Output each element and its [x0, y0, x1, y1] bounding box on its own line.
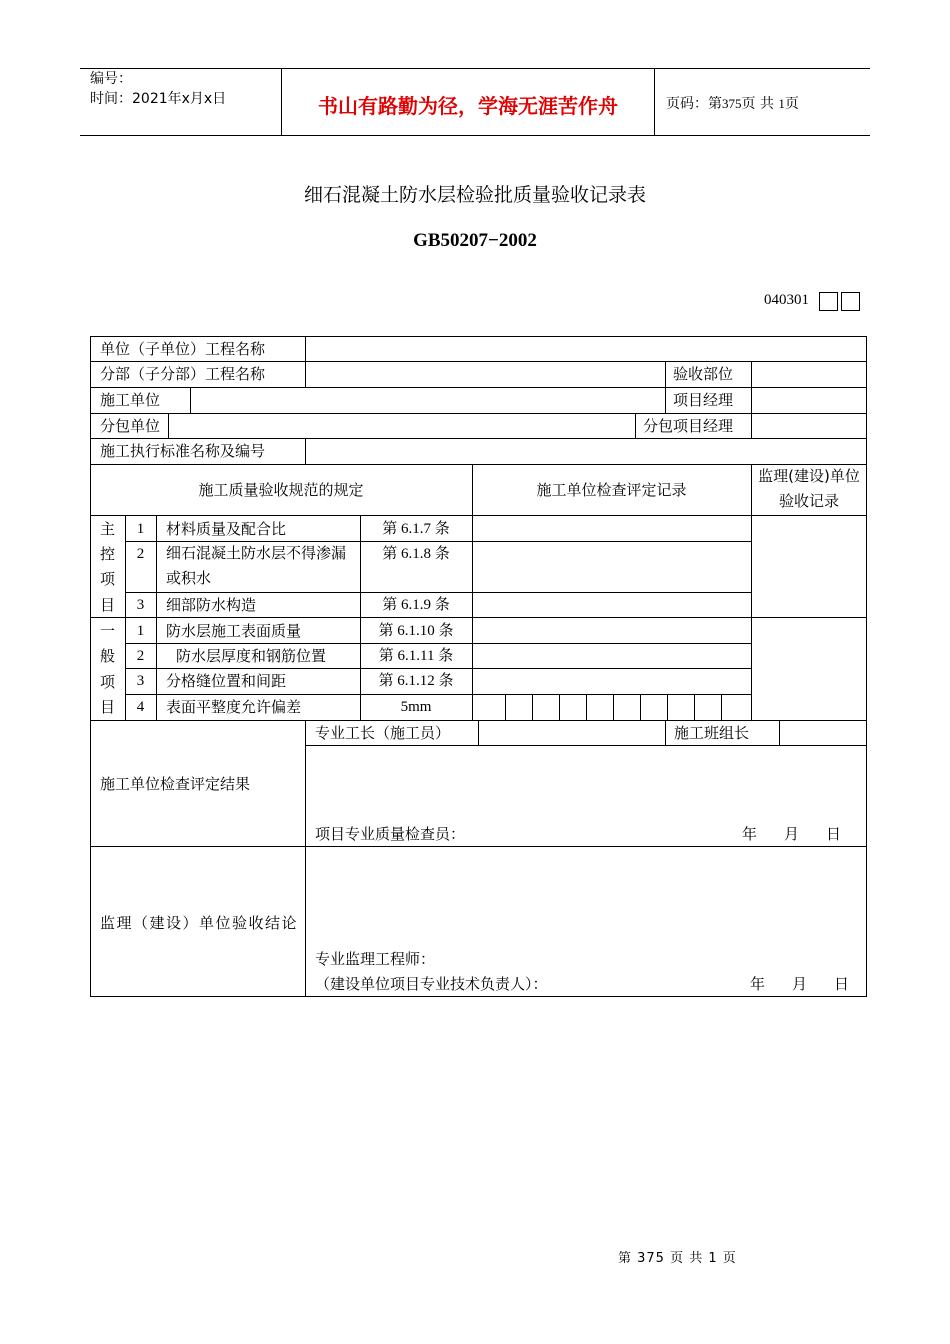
main-group-char-2: 控	[99, 545, 115, 563]
standard-code: GB50207−2002	[413, 230, 537, 251]
supervisor-label: 专业监理工程师：	[315, 950, 436, 968]
form-code-box-2[interactable]	[841, 292, 860, 311]
main-item-no: 2	[136, 546, 145, 562]
col-check-header: 施工单位检查评定记录	[536, 481, 687, 499]
general-item-name: 分格缝位置和间距	[166, 672, 287, 690]
main-item-no: 1	[136, 521, 145, 537]
inspector-year: 年	[742, 825, 758, 843]
owner-tech-label: （建设单位项目专业技术负责人）：	[315, 975, 548, 993]
header-meta	[90, 69, 226, 109]
project-manager-label: 项目经理	[673, 391, 734, 409]
general-item-no: 2	[136, 648, 145, 664]
general-item-no: 1	[136, 623, 145, 639]
time-label: 时间：2021年x月x日	[90, 91, 227, 107]
foreman-label: 专业工长（施工员）	[315, 724, 451, 742]
general-item-clause: 第 6.1.11 条	[378, 648, 454, 664]
project-manager-field[interactable]	[754, 387, 864, 412]
general-group-char-2: 般	[99, 647, 115, 665]
subcontract-unit-label: 分包单位	[100, 417, 161, 435]
supervision-conclusion-field[interactable]	[310, 849, 864, 944]
main-item-name: 材料质量及配合比	[166, 520, 287, 538]
tolerance-value: 5mm	[400, 699, 432, 715]
general-group-char-1: 一	[99, 622, 115, 640]
inspection-table	[90, 336, 867, 997]
form-code: 040301	[764, 292, 809, 308]
team-leader-field[interactable]	[783, 722, 863, 744]
general-group-char-4: 目	[99, 698, 115, 716]
main-item-record[interactable]	[476, 517, 748, 540]
supervisor-month: 月	[792, 975, 808, 993]
inspector-label: 项目专业质量检查员：	[315, 825, 466, 843]
main-group-char-1: 主	[99, 520, 115, 538]
main-item-clause: 第 6.1.7 条	[382, 521, 450, 537]
main-item-record[interactable]	[476, 594, 748, 616]
main-item-name: 细部防水构造	[166, 596, 257, 614]
general-supervision-record[interactable]	[755, 619, 863, 718]
main-item-name: 细石混凝土防水层不得渗漏或积水	[166, 544, 347, 587]
acceptance-part-label: 验收部位	[673, 365, 734, 383]
document-title: 细石混凝土防水层检验批质量验收记录表	[303, 184, 646, 206]
col-supervision-header: 监理(建设)单位验收记录	[758, 467, 860, 510]
general-item-no: 4	[136, 699, 145, 715]
inspector-month: 月	[784, 825, 800, 843]
check-result-label: 施工单位检查评定结果	[100, 775, 251, 793]
unit-project-field[interactable]	[310, 336, 864, 361]
general-item-record[interactable]	[476, 619, 748, 641]
general-item-name: 防水层施工表面质量	[166, 622, 302, 640]
col-spec-header: 施工质量验收规范的规定	[198, 481, 364, 499]
foreman-field[interactable]	[482, 722, 662, 744]
inspector-day: 日	[826, 825, 842, 843]
team-leader-label: 施工班组长	[674, 724, 750, 742]
general-group-char-3: 项	[99, 673, 115, 691]
form-code-box-1[interactable]	[819, 292, 838, 311]
subcontract-unit-field[interactable]	[172, 413, 632, 438]
main-item-clause: 第 6.1.9 条	[382, 597, 450, 613]
main-item-clause: 第 6.1.8 条	[382, 546, 450, 562]
sub-project-label: 分部（子分部）工程名称	[100, 365, 266, 383]
main-group-char-4: 目	[99, 596, 115, 614]
main-item-no: 3	[136, 597, 145, 613]
page-indicator: 页码：第375页 共 1页	[666, 96, 799, 112]
standard-name-label: 施工执行标准名称及编号	[100, 442, 266, 460]
standard-name-field[interactable]	[310, 438, 864, 463]
supervisor-day: 日	[834, 975, 850, 993]
main-group-char-3: 项	[99, 570, 115, 588]
supervision-conclusion-label: 监理（建设）单位验收结论	[100, 914, 299, 932]
general-item-record[interactable]	[476, 645, 748, 667]
main-item-record[interactable]	[476, 543, 748, 590]
construction-unit-field[interactable]	[194, 387, 662, 412]
motto: 书山有路勤为径，学海无涯苦作舟	[318, 94, 618, 118]
main-supervision-record[interactable]	[755, 517, 863, 615]
subcontract-manager-label: 分包项目经理	[643, 417, 734, 435]
supervisor-year: 年	[750, 975, 766, 993]
acceptance-part-field[interactable]	[754, 361, 864, 386]
general-item-no: 3	[136, 673, 145, 689]
general-item-clause: 第 6.1.12 条	[378, 673, 454, 689]
check-result-field[interactable]	[310, 748, 864, 818]
serial-label: 编号：	[90, 71, 132, 87]
page-footer: 第 375 页 共 1 页	[618, 1251, 737, 1266]
general-item-clause: 第 6.1.10 条	[378, 623, 454, 639]
subcontract-manager-field[interactable]	[754, 413, 864, 438]
general-item-name: 防水层厚度和钢筋位置	[176, 647, 327, 665]
general-item-name: 表面平整度允许偏差	[166, 698, 302, 716]
sub-project-field[interactable]	[310, 361, 662, 386]
construction-unit-label: 施工单位	[100, 391, 161, 409]
unit-project-label: 单位（子单位）工程名称	[100, 340, 266, 358]
general-item-record[interactable]	[476, 670, 748, 692]
